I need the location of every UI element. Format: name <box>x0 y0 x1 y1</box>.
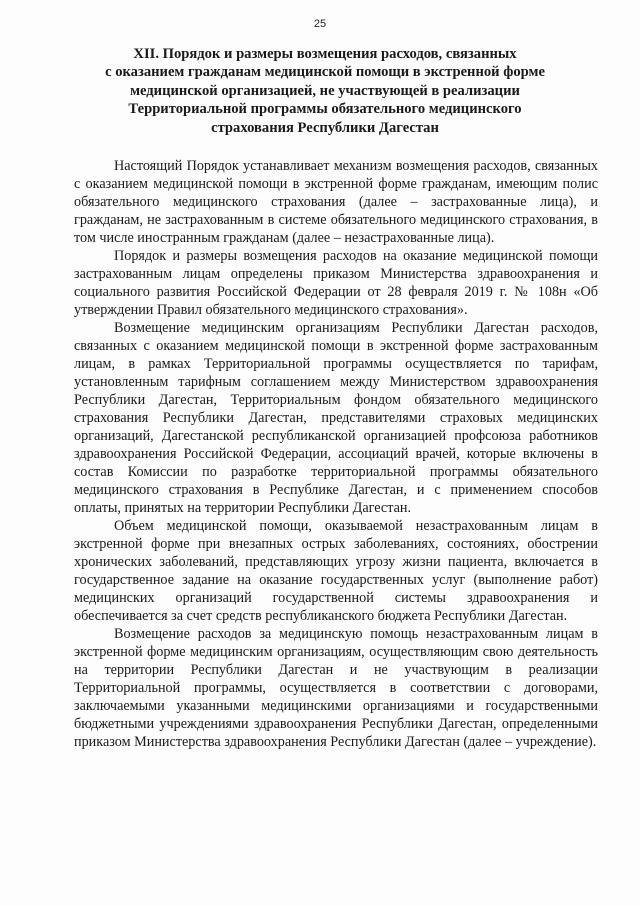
section-heading-line: медицинской организацией, не участвующей в реализации <box>130 82 520 99</box>
paragraph-tariff-agreement: Возмещение медицинским организациям Республики Дагестан расходов, связанных с оказанием медицинской помощи в экстренной форме застрахованным лицам, в рамках Территориальной программы осуществляется по тарифам, установленным тарифным соглашением между Министерством здравоохранения Республики Дагестан, Территориальным фондом обязательного медицинского страхования Республики Дагестан, представителями страховых медицинских организаций, Дагестанской республиканской организацией профсоюза работников здравоохранения Российской Федерации, ассоциаций врачей, которые включены в состав Комиссии по разработке территориальной программы обязательного медицинского страхования в Республике Дагестан, и с применением способов оплаты, принятых на территории Республики Дагестан. <box>74 320 598 516</box>
document-body <box>74 157 598 751</box>
section-heading-line: страхования Республики Дагестан <box>211 119 439 136</box>
paragraph-insured-reimbursement: Порядок и размеры возмещения расходов на оказание медицинской помощи застрахованным лицам определены приказом Министерства здравоохранения и социального развития Российской Федерации от 28 февраля 2019 г. № 108н «Об утверждении Правил обязательного медицинского страхования». <box>74 248 598 318</box>
section-heading-line: XII. Порядок и размеры возмещения расходов, связанных <box>133 46 517 62</box>
paragraph-order-purpose: Настоящий Порядок устанавливает механизм возмещения расходов, связанных с оказанием медицинской помощи в экстренной форме гражданам, имеющим полис обязательного медицинского страхования (далее – застрахованные лица), и гражданам, не застрахованным в системе обязательного медицинского страхования, в том числе иностранным гражданам (далее – незастрахованные лица). <box>74 158 598 246</box>
page-number: 25 <box>313 18 327 30</box>
section-heading-line: Территориальной программы обязательного медицинского <box>128 101 522 118</box>
section-heading <box>80 45 570 137</box>
paragraph-uninsured-reimbursement: Возмещение расходов за медицинскую помощь незастрахованным лицам в экстренной форме медицинским организациям, осуществляющим свою деятельность на территории Республики Дагестан и не участвующим в реализации Территориальной программы, осуществляется в соответствии с договорами, заключаемыми указанными медицинскими организациями и государственными бюджетными учреждениями здравоохранения Республики Дагестан, определенными приказом Министерства здравоохранения Республики Дагестан (далее – учреждение). <box>74 626 598 750</box>
section-heading-line: с оказанием гражданам медицинской помощи в экстренной форме <box>105 64 545 81</box>
paragraph-uninsured-volume: Объем медицинской помощи, оказываемой незастрахованным лицам в экстренной форме при внезапных острых заболеваниях, состояниях, обострении хронических заболеваний, представляющих угрозу жизни пациента, включается в государственное задание на оказание государственных услуг (выполнение работ) медицинских организаций государственной системы здравоохранения и обеспечивается за счет средств республиканского бюджета Республики Дагестан. <box>74 518 598 624</box>
